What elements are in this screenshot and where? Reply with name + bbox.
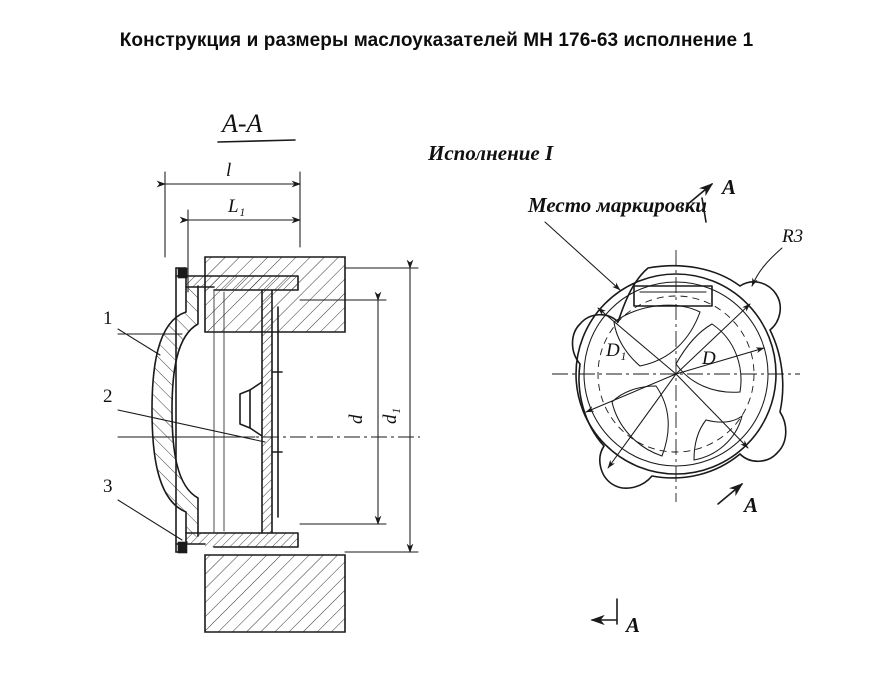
dimension-l-label: l <box>226 160 232 181</box>
radius-note-label: R3 <box>782 226 804 247</box>
callout-3-label: 3 <box>103 476 113 497</box>
gasket-top <box>178 268 187 278</box>
section-arrow-bottom-label: A <box>626 613 641 637</box>
technical-drawing <box>0 72 873 672</box>
dimension-d1 <box>345 268 418 552</box>
marking-note-label: Место маркировки <box>528 193 707 217</box>
marking-leader <box>545 222 620 290</box>
section-arrow-right-label: A <box>744 493 759 517</box>
diameter-D1-label: D₁ <box>606 340 627 361</box>
dimension-d1-label: d₁ <box>380 407 401 424</box>
page-title: Конструкция и размеры маслоуказателей МН 176-63 исполнение 1 <box>119 30 754 51</box>
section-arrow-top-label: A <box>722 175 737 199</box>
section-label: A-A <box>222 109 263 138</box>
diameter-D1 <box>598 308 676 374</box>
callout-1-label: 1 <box>103 308 113 329</box>
front-view-title: Исполнение I <box>428 141 554 165</box>
callout-2-label: 2 <box>103 386 113 407</box>
dimension-d-label: d <box>346 414 367 424</box>
front-view <box>427 141 803 637</box>
radius-note <box>752 226 803 286</box>
gasket-bottom <box>178 542 187 553</box>
diameter-D-label: D <box>702 348 716 369</box>
section-arrow-bottom-group <box>592 599 640 637</box>
housing-lower <box>205 555 345 632</box>
radial-leaders <box>586 304 750 468</box>
section-view <box>103 160 420 632</box>
dimension-d <box>300 300 386 524</box>
housing-upper <box>205 257 345 332</box>
section-arrow-right-group <box>718 484 758 517</box>
dimension-l1-label: L₁ <box>228 196 246 217</box>
section-label-group <box>218 109 295 142</box>
